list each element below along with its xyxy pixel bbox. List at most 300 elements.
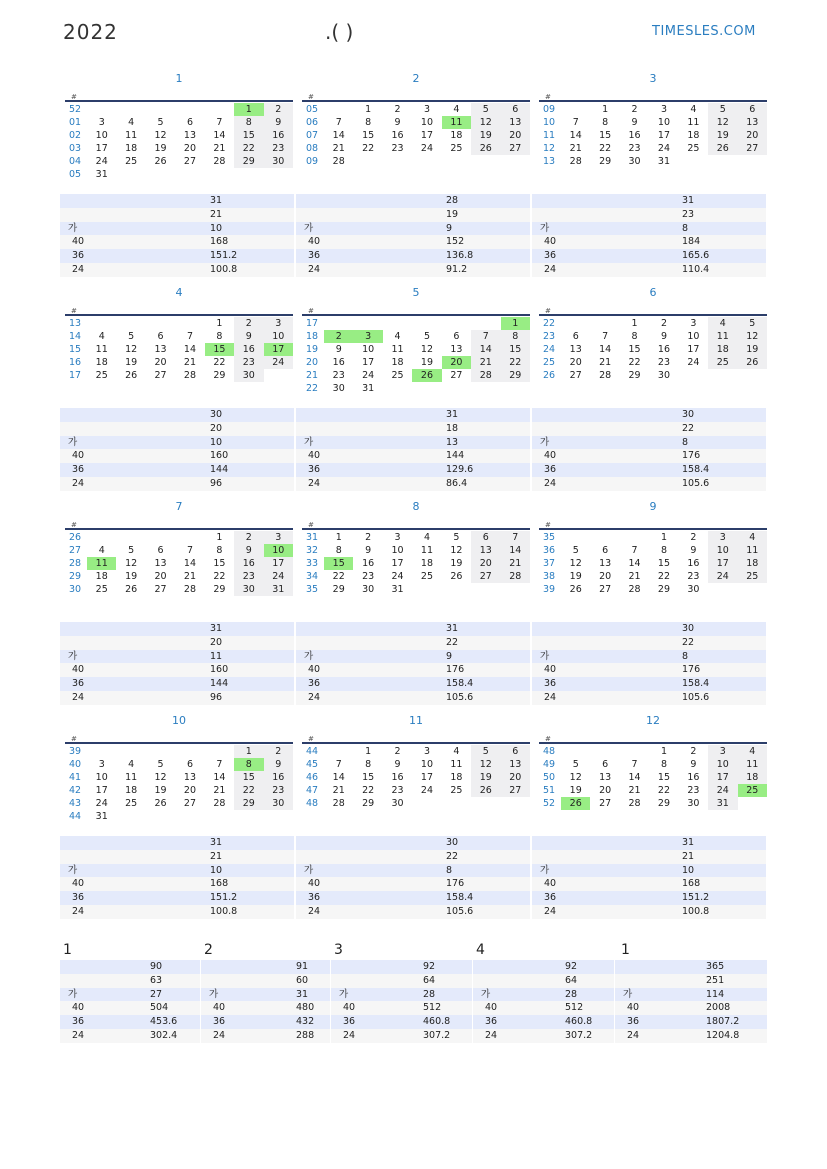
day-cell[interactable]: 19 (154, 785, 167, 796)
day-cell[interactable]: 20 (569, 357, 582, 368)
day-cell[interactable]: 29 (362, 798, 375, 809)
day-cell[interactable]: 15 (362, 130, 375, 141)
day-cell[interactable]: 14 (569, 130, 582, 141)
day-cell[interactable]: 25 (450, 785, 463, 796)
day-cell[interactable]: 23 (687, 571, 700, 582)
day-cell[interactable]: 21 (213, 143, 226, 154)
day-cell[interactable]: 19 (708, 129, 737, 142)
day-cell[interactable]: 15 (628, 344, 641, 355)
day-cell[interactable]: 20 (442, 356, 471, 369)
day-cell[interactable]: 24 (420, 143, 434, 154)
day-cell[interactable]: 1 (216, 318, 223, 329)
day-cell[interactable]: 2 (365, 532, 372, 543)
day-cell[interactable]: 5 (471, 745, 500, 758)
day-cell[interactable]: 22 (501, 356, 530, 369)
day-cell[interactable]: 13 (154, 558, 167, 569)
day-cell[interactable]: 29 (657, 798, 671, 809)
day-cell[interactable]: 21 (628, 571, 641, 582)
day-cell[interactable]: 14 (183, 344, 197, 355)
day-cell[interactable]: 10 (420, 759, 434, 770)
day-cell[interactable]: 27 (183, 156, 197, 167)
day-cell[interactable]: 13 (599, 772, 612, 783)
day-cell[interactable]: 7 (216, 759, 223, 770)
day-cell[interactable]: 1 (501, 317, 530, 330)
day-cell[interactable]: 28 (183, 584, 197, 595)
day-cell[interactable]: 7 (335, 117, 342, 128)
day-cell[interactable]: 28 (471, 369, 500, 382)
day-cell[interactable]: 12 (450, 545, 463, 556)
day-cell[interactable]: 30 (264, 797, 293, 810)
day-cell[interactable]: 27 (569, 370, 582, 381)
day-cell[interactable]: 15 (362, 772, 375, 783)
day-cell[interactable]: 18 (738, 557, 767, 570)
day-cell[interactable]: 19 (420, 357, 434, 368)
day-cell[interactable]: 7 (572, 117, 579, 128)
day-cell[interactable]: 29 (332, 584, 345, 595)
day-cell[interactable]: 16 (628, 130, 641, 141)
day-cell[interactable]: 5 (128, 545, 135, 556)
day-cell[interactable]: 7 (602, 331, 609, 342)
day-cell[interactable]: 8 (234, 116, 263, 129)
day-cell[interactable]: 11 (738, 544, 767, 557)
day-cell[interactable]: 12 (471, 758, 500, 771)
day-cell[interactable]: 14 (628, 558, 641, 569)
day-cell[interactable]: 1 (234, 103, 263, 116)
day-cell[interactable]: 19 (125, 571, 138, 582)
day-cell[interactable]: 6 (602, 759, 609, 770)
day-cell[interactable]: 24 (95, 156, 108, 167)
day-cell[interactable]: 18 (450, 772, 463, 783)
day-cell[interactable]: 4 (98, 545, 105, 556)
day-cell[interactable]: 12 (125, 558, 138, 569)
day-cell[interactable]: 20 (183, 785, 197, 796)
day-cell[interactable]: 29 (213, 584, 226, 595)
day-cell[interactable]: 26 (738, 356, 767, 369)
day-cell[interactable]: 8 (660, 545, 667, 556)
day-cell[interactable]: 28 (213, 798, 226, 809)
day-cell[interactable]: 16 (264, 771, 293, 784)
day-cell[interactable]: 17 (95, 143, 108, 154)
day-cell[interactable]: 9 (690, 759, 697, 770)
day-cell[interactable]: 28 (183, 370, 197, 381)
day-cell[interactable]: 7 (471, 330, 500, 343)
day-cell[interactable]: 22 (657, 571, 671, 582)
day-cell[interactable]: 25 (95, 370, 108, 381)
day-cell[interactable]: 4 (708, 317, 737, 330)
day-cell[interactable]: 17 (708, 557, 737, 570)
day-cell[interactable]: 26 (569, 584, 582, 595)
day-cell[interactable]: 3 (98, 117, 105, 128)
day-cell[interactable]: 17 (420, 772, 434, 783)
day-cell[interactable]: 30 (391, 798, 404, 809)
day-cell[interactable]: 12 (708, 116, 737, 129)
day-cell[interactable]: 27 (471, 570, 500, 583)
day-cell[interactable]: 15 (599, 130, 612, 141)
day-cell[interactable]: 6 (602, 545, 609, 556)
day-cell[interactable]: 10 (708, 544, 737, 557)
day-cell[interactable]: 9 (660, 331, 667, 342)
day-cell[interactable]: 17 (687, 344, 700, 355)
day-cell[interactable]: 10 (264, 330, 293, 343)
day-cell[interactable]: 10 (657, 117, 671, 128)
day-cell[interactable]: 11 (87, 557, 116, 570)
day-cell[interactable]: 27 (501, 142, 530, 155)
day-cell[interactable]: 13 (501, 116, 530, 129)
day-cell[interactable]: 2 (394, 746, 401, 757)
day-cell[interactable]: 3 (423, 746, 430, 757)
day-cell[interactable]: 12 (471, 116, 500, 129)
day-cell[interactable]: 14 (599, 344, 612, 355)
day-cell[interactable]: 23 (264, 784, 293, 797)
day-cell[interactable]: 17 (420, 130, 434, 141)
day-cell[interactable]: 24 (264, 570, 293, 583)
day-cell[interactable]: 3 (708, 531, 737, 544)
day-cell[interactable]: 27 (599, 584, 612, 595)
day-cell[interactable]: 6 (186, 759, 193, 770)
day-cell[interactable]: 10 (420, 117, 434, 128)
day-cell[interactable]: 12 (569, 558, 582, 569)
day-cell[interactable]: 26 (708, 142, 737, 155)
day-cell[interactable]: 22 (234, 784, 263, 797)
day-cell[interactable]: 13 (599, 558, 612, 569)
day-cell[interactable]: 10 (391, 545, 404, 556)
day-cell[interactable]: 20 (154, 571, 167, 582)
day-cell[interactable]: 28 (332, 798, 345, 809)
day-cell[interactable]: 29 (234, 155, 263, 168)
day-cell[interactable]: 3 (423, 104, 430, 115)
day-cell[interactable]: 13 (183, 130, 197, 141)
day-cell[interactable]: 9 (394, 117, 401, 128)
day-cell[interactable]: 16 (264, 129, 293, 142)
day-cell[interactable]: 30 (362, 584, 375, 595)
day-cell[interactable]: 26 (412, 369, 441, 382)
day-cell[interactable]: 1 (335, 532, 342, 543)
day-cell[interactable]: 4 (394, 331, 401, 342)
day-cell[interactable]: 13 (154, 344, 167, 355)
day-cell[interactable]: 2 (690, 746, 697, 757)
day-cell[interactable]: 7 (186, 545, 193, 556)
day-cell[interactable]: 18 (708, 343, 737, 356)
day-cell[interactable]: 2 (234, 531, 263, 544)
day-cell[interactable]: 16 (391, 772, 404, 783)
day-cell[interactable]: 28 (501, 570, 530, 583)
day-cell[interactable]: 30 (687, 584, 700, 595)
day-cell[interactable]: 15 (205, 343, 234, 356)
day-cell[interactable]: 6 (186, 117, 193, 128)
day-cell[interactable]: 11 (687, 117, 700, 128)
day-cell[interactable]: 22 (628, 357, 641, 368)
day-cell[interactable]: 18 (391, 357, 404, 368)
day-cell[interactable]: 5 (453, 532, 460, 543)
day-cell[interactable]: 23 (362, 571, 375, 582)
day-cell[interactable]: 8 (335, 545, 342, 556)
day-cell[interactable]: 1 (234, 745, 263, 758)
day-cell[interactable]: 27 (183, 798, 197, 809)
day-cell[interactable]: 11 (125, 130, 138, 141)
day-cell[interactable]: 24 (708, 784, 737, 797)
day-cell[interactable]: 22 (657, 785, 671, 796)
day-cell[interactable]: 17 (362, 357, 375, 368)
day-cell[interactable]: 21 (183, 357, 197, 368)
day-cell[interactable]: 31 (95, 811, 108, 822)
day-cell[interactable]: 28 (332, 156, 345, 167)
day-cell[interactable]: 31 (391, 584, 404, 595)
day-cell[interactable]: 14 (332, 772, 345, 783)
day-cell[interactable]: 19 (450, 558, 463, 569)
day-cell[interactable]: 1 (660, 746, 667, 757)
day-cell[interactable]: 5 (471, 103, 500, 116)
day-cell[interactable]: 28 (213, 156, 226, 167)
day-cell[interactable]: 15 (657, 558, 671, 569)
day-cell[interactable]: 27 (154, 584, 167, 595)
day-cell[interactable]: 5 (157, 759, 164, 770)
day-cell[interactable]: 1 (216, 532, 223, 543)
day-cell[interactable]: 11 (738, 758, 767, 771)
day-cell[interactable]: 22 (213, 357, 226, 368)
day-cell[interactable]: 29 (657, 584, 671, 595)
day-cell[interactable]: 4 (738, 531, 767, 544)
day-cell[interactable]: 5 (572, 545, 579, 556)
day-cell[interactable]: 19 (471, 771, 500, 784)
day-cell[interactable]: 29 (501, 369, 530, 382)
day-cell[interactable]: 2 (690, 532, 697, 543)
day-cell[interactable]: 26 (125, 370, 138, 381)
day-cell[interactable]: 30 (264, 155, 293, 168)
day-cell[interactable]: 8 (501, 330, 530, 343)
day-cell[interactable]: 25 (738, 570, 767, 583)
day-cell[interactable]: 26 (154, 156, 167, 167)
day-cell[interactable]: 15 (324, 557, 353, 570)
day-cell[interactable]: 26 (471, 784, 500, 797)
day-cell[interactable]: 21 (213, 785, 226, 796)
day-cell[interactable]: 1 (660, 532, 667, 543)
day-cell[interactable]: 21 (569, 143, 582, 154)
day-cell[interactable]: 20 (599, 785, 612, 796)
day-cell[interactable]: 29 (213, 370, 226, 381)
day-cell[interactable]: 20 (599, 571, 612, 582)
day-cell[interactable]: 16 (687, 558, 700, 569)
day-cell[interactable]: 21 (183, 571, 197, 582)
day-cell[interactable]: 21 (332, 785, 345, 796)
day-cell[interactable]: 24 (420, 785, 434, 796)
day-cell[interactable]: 6 (501, 745, 530, 758)
day-cell[interactable]: 8 (216, 545, 223, 556)
day-cell[interactable]: 15 (501, 343, 530, 356)
day-cell[interactable]: 13 (450, 344, 463, 355)
day-cell[interactable]: 20 (738, 129, 767, 142)
day-cell[interactable]: 23 (264, 142, 293, 155)
day-cell[interactable]: 19 (471, 129, 500, 142)
day-cell[interactable]: 20 (183, 143, 197, 154)
day-cell[interactable]: 22 (599, 143, 612, 154)
day-cell[interactable]: 4 (98, 331, 105, 342)
day-cell[interactable]: 8 (234, 758, 263, 771)
day-cell[interactable]: 28 (628, 584, 641, 595)
day-cell[interactable]: 23 (391, 143, 404, 154)
day-cell[interactable]: 18 (125, 143, 138, 154)
day-cell[interactable]: 25 (450, 143, 463, 154)
day-cell[interactable]: 12 (420, 344, 434, 355)
day-cell[interactable]: 8 (660, 759, 667, 770)
day-cell[interactable]: 26 (154, 798, 167, 809)
day-cell[interactable]: 18 (95, 571, 108, 582)
day-cell[interactable]: 10 (687, 331, 700, 342)
day-cell[interactable]: 14 (213, 130, 226, 141)
day-cell[interactable]: 26 (125, 584, 138, 595)
day-cell[interactable]: 5 (572, 759, 579, 770)
day-cell[interactable]: 10 (95, 130, 108, 141)
day-cell[interactable]: 10 (264, 544, 293, 557)
day-cell[interactable]: 24 (264, 356, 293, 369)
day-cell[interactable]: 1 (602, 104, 609, 115)
day-cell[interactable]: 22 (362, 785, 375, 796)
day-cell[interactable]: 23 (391, 785, 404, 796)
day-cell[interactable]: 1 (631, 318, 638, 329)
day-cell[interactable]: 21 (501, 557, 530, 570)
day-cell[interactable]: 21 (471, 356, 500, 369)
day-cell[interactable]: 4 (690, 104, 697, 115)
day-cell[interactable]: 8 (602, 117, 609, 128)
day-cell[interactable]: 11 (450, 759, 463, 770)
day-cell[interactable]: 9 (365, 545, 372, 556)
day-cell[interactable]: 3 (264, 531, 293, 544)
day-cell[interactable]: 19 (569, 571, 582, 582)
day-cell[interactable]: 7 (216, 117, 223, 128)
day-cell[interactable]: 24 (657, 143, 671, 154)
day-cell[interactable]: 25 (95, 584, 108, 595)
day-cell[interactable]: 24 (391, 571, 404, 582)
day-cell[interactable]: 25 (391, 370, 404, 381)
day-cell[interactable]: 12 (569, 772, 582, 783)
day-cell[interactable]: 4 (738, 745, 767, 758)
day-cell[interactable]: 18 (125, 785, 138, 796)
day-cell[interactable]: 13 (471, 544, 500, 557)
day-cell[interactable]: 14 (213, 772, 226, 783)
day-cell[interactable]: 14 (501, 544, 530, 557)
day-cell[interactable]: 4 (128, 759, 135, 770)
day-cell[interactable]: 22 (213, 571, 226, 582)
day-cell[interactable]: 2 (631, 104, 638, 115)
day-cell[interactable]: 18 (687, 130, 700, 141)
day-cell[interactable]: 7 (631, 759, 638, 770)
day-cell[interactable]: 31 (264, 583, 293, 596)
day-cell[interactable]: 3 (353, 330, 382, 343)
day-cell[interactable]: 15 (213, 558, 226, 569)
day-cell[interactable]: 2 (264, 745, 293, 758)
day-cell[interactable]: 26 (561, 797, 590, 810)
day-cell[interactable]: 25 (125, 798, 138, 809)
day-cell[interactable]: 5 (738, 317, 767, 330)
day-cell[interactable]: 19 (125, 357, 138, 368)
day-cell[interactable]: 15 (657, 772, 671, 783)
day-cell[interactable]: 31 (95, 169, 108, 180)
day-cell[interactable]: 8 (365, 117, 372, 128)
day-cell[interactable]: 12 (125, 344, 138, 355)
day-cell[interactable]: 20 (154, 357, 167, 368)
day-cell[interactable]: 28 (569, 156, 582, 167)
day-cell[interactable]: 5 (128, 331, 135, 342)
day-cell[interactable]: 6 (471, 531, 500, 544)
day-cell[interactable]: 10 (708, 758, 737, 771)
day-cell[interactable]: 15 (234, 129, 263, 142)
day-cell[interactable]: 30 (234, 583, 263, 596)
day-cell[interactable]: 13 (569, 344, 582, 355)
day-cell[interactable]: 7 (186, 331, 193, 342)
day-cell[interactable]: 17 (391, 558, 404, 569)
day-cell[interactable]: 23 (687, 785, 700, 796)
day-cell[interactable]: 28 (599, 370, 612, 381)
day-cell[interactable]: 23 (332, 370, 345, 381)
day-cell[interactable]: 14 (628, 772, 641, 783)
day-cell[interactable]: 4 (128, 117, 135, 128)
day-cell[interactable]: 10 (95, 772, 108, 783)
day-cell[interactable]: 9 (264, 758, 293, 771)
day-cell[interactable]: 3 (660, 104, 667, 115)
day-cell[interactable]: 6 (157, 331, 164, 342)
day-cell[interactable]: 14 (332, 130, 345, 141)
day-cell[interactable]: 24 (362, 370, 375, 381)
day-cell[interactable]: 30 (657, 370, 671, 381)
day-cell[interactable]: 4 (423, 532, 430, 543)
day-cell[interactable]: 23 (657, 357, 671, 368)
day-cell[interactable]: 22 (234, 142, 263, 155)
day-cell[interactable]: 2 (234, 317, 263, 330)
day-cell[interactable]: 16 (657, 344, 671, 355)
day-cell[interactable]: 1 (365, 746, 372, 757)
day-cell[interactable]: 2 (660, 318, 667, 329)
day-cell[interactable]: 17 (264, 343, 293, 356)
day-cell[interactable]: 19 (154, 143, 167, 154)
day-cell[interactable]: 9 (394, 759, 401, 770)
day-cell[interactable]: 26 (471, 142, 500, 155)
day-cell[interactable]: 20 (501, 771, 530, 784)
day-cell[interactable]: 3 (690, 318, 697, 329)
day-cell[interactable]: 12 (154, 772, 167, 783)
day-cell[interactable]: 27 (154, 370, 167, 381)
day-cell[interactable]: 22 (332, 571, 345, 582)
day-cell[interactable]: 11 (442, 116, 471, 129)
day-cell[interactable]: 27 (450, 370, 463, 381)
day-cell[interactable]: 27 (599, 798, 612, 809)
day-cell[interactable]: 18 (95, 357, 108, 368)
day-cell[interactable]: 8 (631, 331, 638, 342)
day-cell[interactable]: 30 (234, 369, 263, 382)
day-cell[interactable]: 6 (453, 331, 460, 342)
day-cell[interactable]: 20 (471, 557, 500, 570)
day-cell[interactable]: 31 (657, 156, 671, 167)
day-cell[interactable]: 11 (125, 772, 138, 783)
day-cell[interactable]: 16 (687, 772, 700, 783)
day-cell[interactable]: 11 (391, 344, 404, 355)
day-cell[interactable]: 18 (450, 130, 463, 141)
day-cell[interactable]: 24 (95, 798, 108, 809)
day-cell[interactable]: 16 (234, 557, 263, 570)
day-cell[interactable]: 17 (95, 785, 108, 796)
day-cell[interactable]: 8 (216, 331, 223, 342)
day-cell[interactable]: 28 (628, 798, 641, 809)
day-cell[interactable]: 9 (335, 344, 342, 355)
day-cell[interactable]: 11 (708, 330, 737, 343)
day-cell[interactable]: 26 (450, 571, 463, 582)
day-cell[interactable]: 25 (420, 571, 434, 582)
day-cell[interactable]: 16 (391, 130, 404, 141)
day-cell[interactable]: 9 (631, 117, 638, 128)
day-cell[interactable]: 25 (687, 143, 700, 154)
day-cell[interactable]: 1 (365, 104, 372, 115)
day-cell[interactable]: 23 (234, 356, 263, 369)
day-cell[interactable]: 3 (264, 317, 293, 330)
day-cell[interactable]: 27 (501, 784, 530, 797)
